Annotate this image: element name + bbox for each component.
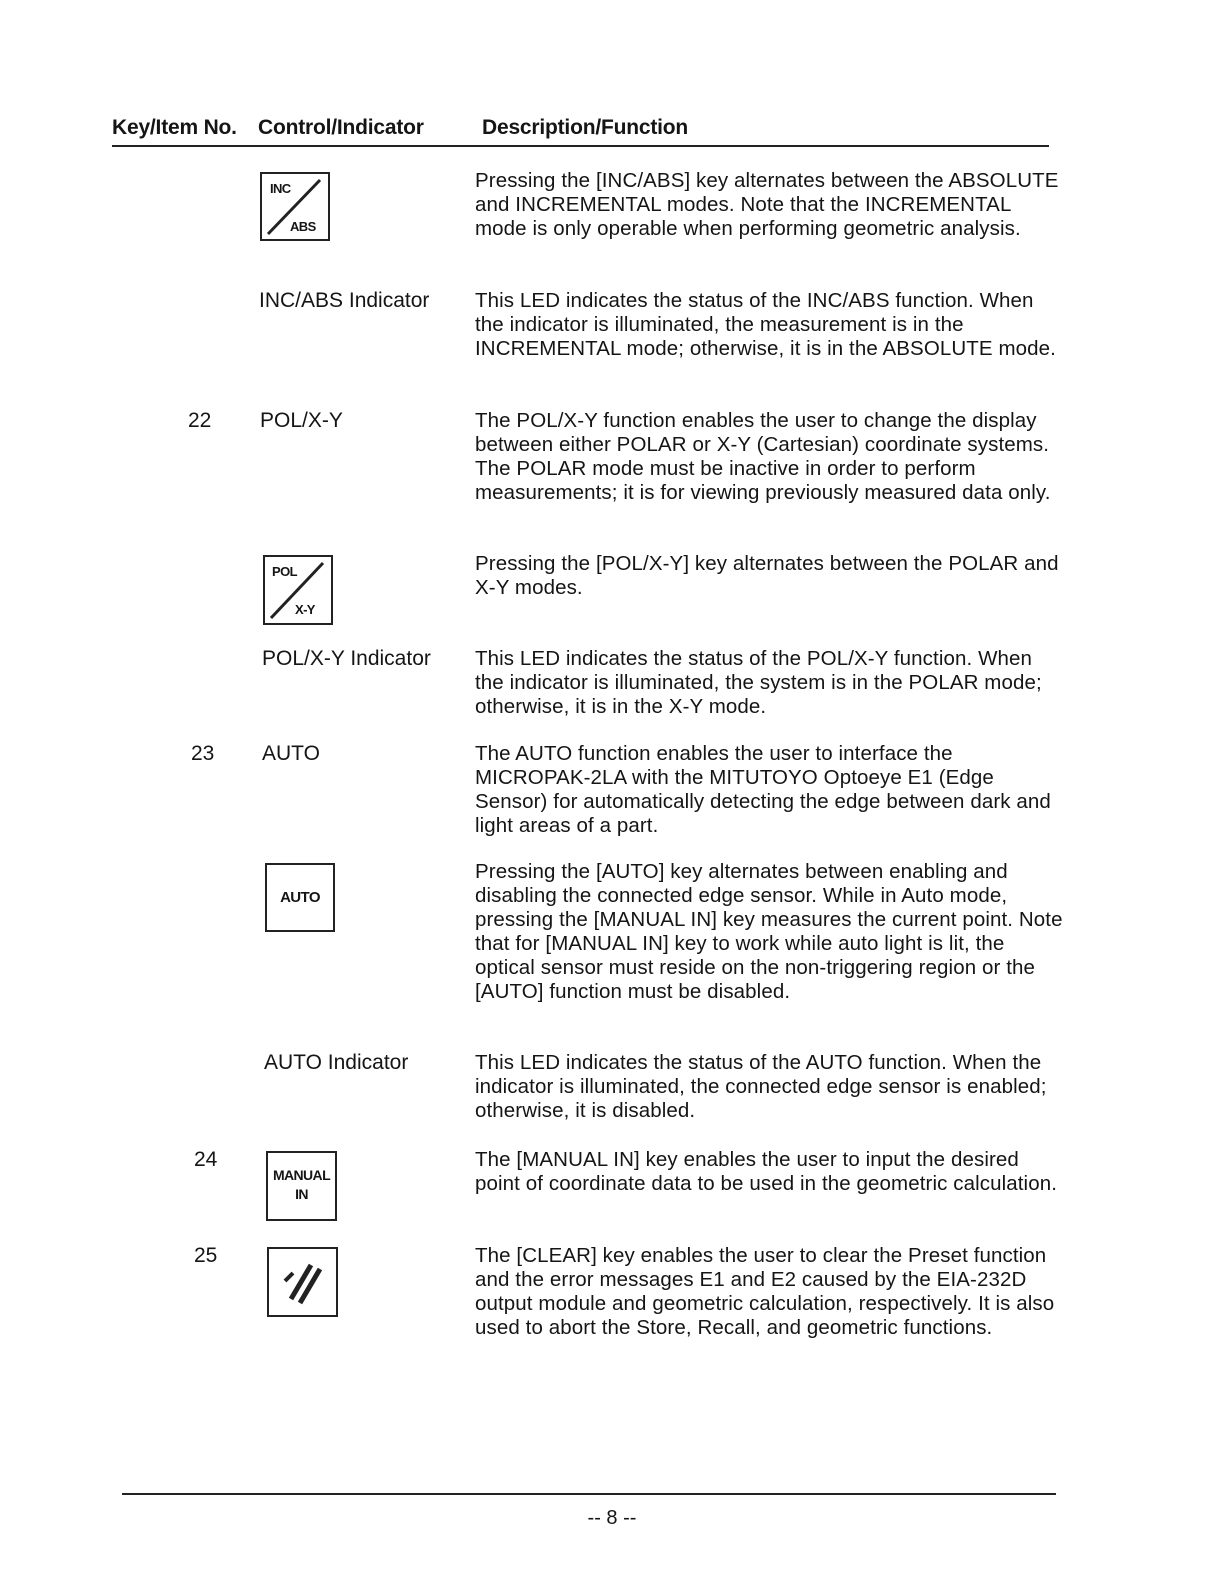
manual-in-key-icon xyxy=(266,1151,337,1221)
clear-key-icon xyxy=(267,1247,338,1317)
auto-key-label: AUTO xyxy=(280,889,320,906)
pol-xy-key-bottom-label: X-Y xyxy=(295,602,315,617)
pol-xy-function-label: POL/X-Y xyxy=(260,409,343,432)
double-slash-icon xyxy=(269,1249,336,1315)
header-description-function: Description/Function xyxy=(482,116,689,139)
item-number-22: 22 xyxy=(188,409,212,432)
header-key-item-no: Key/Item No. xyxy=(112,116,237,139)
inc-abs-key-top-label: INC xyxy=(270,181,291,196)
auto-key-icon xyxy=(265,863,335,932)
pol-xy-indicator-description: This LED indicates the status of the POL/X-Y function. When the indicator is illuminated, the system is in the POLAR mode; otherwise, it is in the X-Y mode. xyxy=(475,647,1042,718)
inc-abs-indicator-description: This LED indicates the status of the INC/ABS function. When the indicator is illuminated, the measurement is in the INCREMENTAL mode; otherwise, it is in the ABSOLUTE mode. xyxy=(475,289,1056,360)
inc-abs-key-description: Pressing the [INC/ABS] key alternates between the ABSOLUTE and INCREMENTAL modes. Note that the INCREMENTAL mode is only operable when performing geometric analysis. xyxy=(475,169,1059,240)
auto-function-label: AUTO xyxy=(262,742,320,765)
clear-key-description: The [CLEAR] key enables the user to clear the Preset function and the error messages E1 and E2 caused by the EIA-232D output module and geometric calculation, respectively. It is also used to abort the Store, Recall, and geometric functions. xyxy=(475,1244,1055,1339)
auto-key-description: Pressing the [AUTO] key alternates between enabling and disabling the connected edge sensor. While in Auto mode, pressing the [MANUAL IN] key measures the current point. Note that for [MANUAL IN] key to work while auto light is lit, the optical sensor must reside on the non-triggering region or the [AUTO] function must be disabled. xyxy=(475,860,1063,1003)
pol-xy-key-description: Pressing the [POL/X-Y] key alternates between the POLAR and X-Y modes. xyxy=(475,552,1059,599)
pol-xy-key-top-label: POL xyxy=(272,564,297,579)
header-rule xyxy=(112,145,1049,147)
auto-indicator-description: This LED indicates the status of the AUTO function. When the indicator is illuminated, the connected edge sensor is enabled; otherwise, it is disabled. xyxy=(475,1051,1047,1122)
page-number: -- 8 -- xyxy=(587,1507,637,1529)
manual-in-key-description: The [MANUAL IN] key enables the user to input the desired point of coordinate data to be used in the geometric calculation. xyxy=(475,1148,1058,1195)
auto-function-description: The AUTO function enables the user to interface the MICROPAK-2LA with the MITUTOYO Optoeye E1 (Edge Sensor) for automatically detecting the edge between dark and light areas of a part. xyxy=(475,742,1051,837)
auto-indicator-label: AUTO Indicator xyxy=(264,1051,409,1074)
manual-in-key-line2: IN xyxy=(295,1186,308,1202)
footer-rule xyxy=(122,1493,1056,1495)
header-control-indicator: Control/Indicator xyxy=(258,116,424,139)
item-number-25: 25 xyxy=(194,1244,218,1267)
item-number-23: 23 xyxy=(191,742,215,765)
inc-abs-key-icon xyxy=(260,172,330,241)
manual-in-key-line1: MANUAL xyxy=(272,1167,331,1183)
pol-xy-key-icon xyxy=(263,555,333,625)
pol-xy-indicator-label: POL/X-Y Indicator xyxy=(262,647,431,670)
item-number-24: 24 xyxy=(194,1148,218,1171)
pol-xy-function-description: The POL/X-Y function enables the user to change the display between either POLAR or X-Y (Cartesian) coordinate systems. The POLAR mode must be inactive in order to perform measurements; it is for viewing previously measured data only. xyxy=(475,409,1051,504)
inc-abs-key-bottom-label: ABS xyxy=(290,219,316,234)
inc-abs-indicator-label: INC/ABS Indicator xyxy=(259,289,430,312)
